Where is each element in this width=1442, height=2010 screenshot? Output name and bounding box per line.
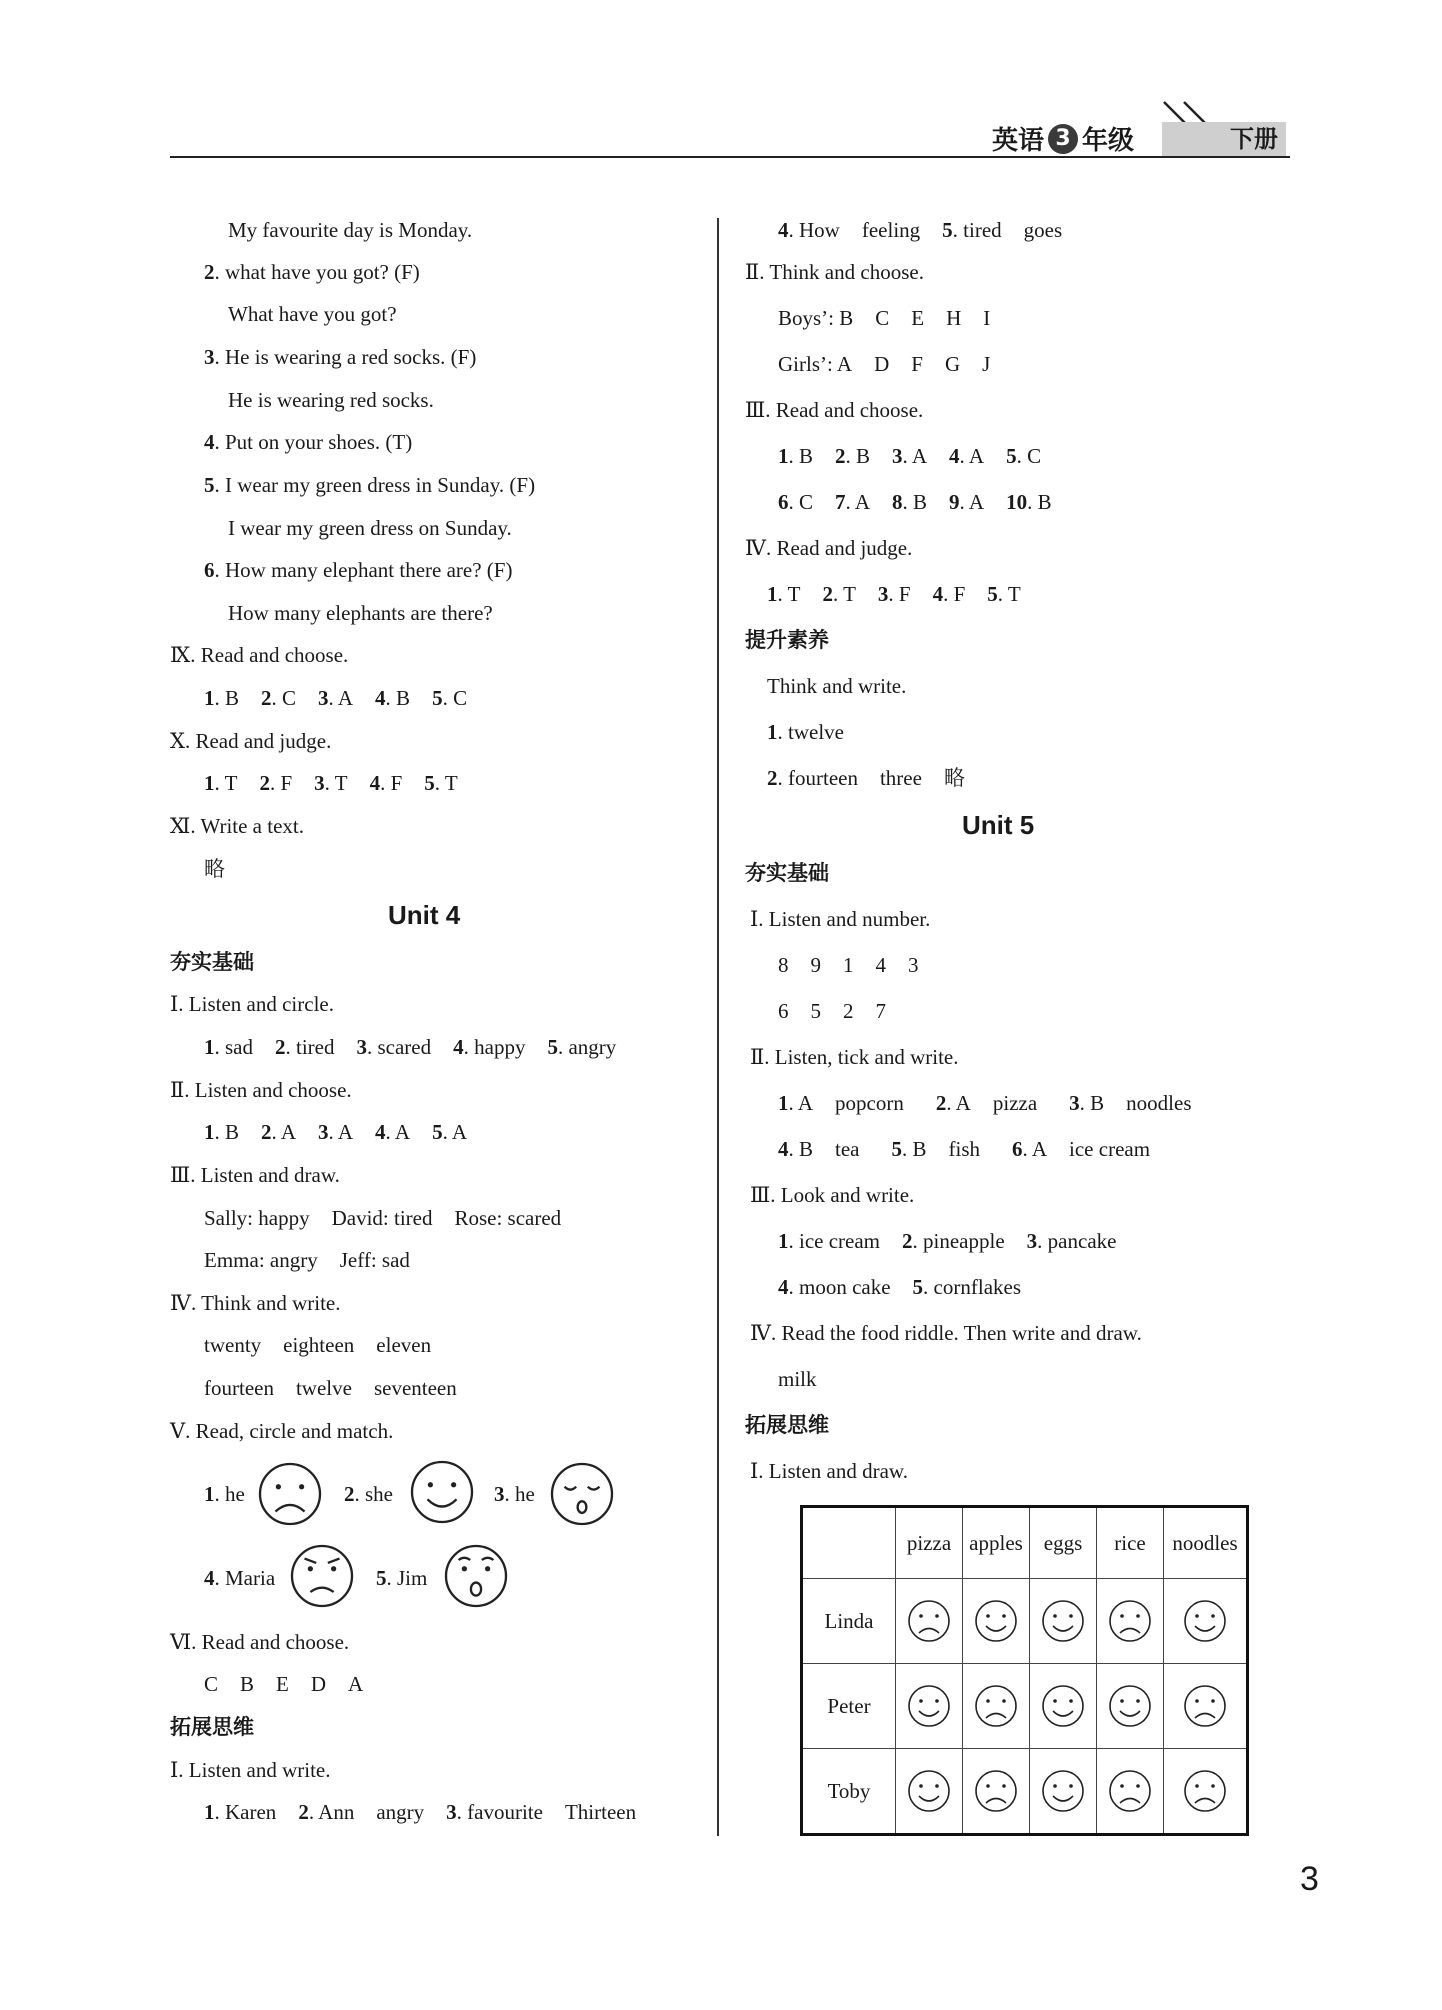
answer-line: How many elephants are there? xyxy=(228,601,493,625)
match-item: 3. he xyxy=(494,1482,535,1506)
happy-face-icon xyxy=(907,1769,951,1813)
answer-line: 1. sad 2. tired 3. scared 4. happy 5. angry xyxy=(204,1035,617,1059)
section-title: Ⅳ. Read and judge. xyxy=(745,536,913,560)
sad-face-icon xyxy=(1108,1769,1152,1813)
happy-face-icon xyxy=(1183,1599,1227,1643)
answer-line: fourteen twelve seventeen xyxy=(204,1376,457,1400)
category-heading: 夯实基础 xyxy=(745,861,829,885)
category-heading: 拓展思维 xyxy=(745,1413,829,1437)
happy-face-icon xyxy=(974,1599,1018,1643)
category-heading: 提升素养 xyxy=(745,628,829,652)
sad-face-icon xyxy=(1183,1769,1227,1813)
answer-line: 6. C 7. A 8. B 9. A 10. B xyxy=(778,490,1052,514)
answer-line: Boys’: B C E H I xyxy=(778,306,991,330)
answer-line: 1. T 2. F 3. T 4. F 5. T xyxy=(204,771,458,795)
answer-line: 2. fourteen three 略 xyxy=(767,766,965,790)
answer-line: 4. moon cake 5. cornflakes xyxy=(778,1275,1022,1299)
table-row xyxy=(802,1579,1248,1664)
answer-line: 8 9 1 4 3 xyxy=(778,953,919,977)
grade-suffix: 年级 xyxy=(1082,126,1135,156)
page-header-title xyxy=(992,120,1134,157)
answer-line: 1. A popcorn 2. A pizza 3. B noodles xyxy=(778,1091,1192,1115)
answer-line: 略 xyxy=(204,857,225,881)
section-title: Ⅰ. Listen and number. xyxy=(750,907,931,931)
volume-label: 下册 xyxy=(1230,125,1278,153)
answer-line: milk xyxy=(778,1367,817,1391)
answer-line: 4. Put on your shoes. (T) xyxy=(204,430,413,454)
grade-badge: 3 xyxy=(1048,124,1078,154)
match-item: 4. Maria xyxy=(204,1566,276,1590)
table-row xyxy=(802,1749,1248,1835)
answer-line: 4. How feeling 5. tired goes xyxy=(778,218,1063,242)
sad-face-icon xyxy=(974,1769,1018,1813)
happy-face-icon xyxy=(410,1460,474,1524)
answer-line: What have you got? xyxy=(228,302,397,326)
section-title: Think and write. xyxy=(767,674,907,698)
section-title: Ⅲ. Look and write. xyxy=(750,1183,915,1207)
answer-line: He is wearing red socks. xyxy=(228,388,434,412)
table-corner-cell xyxy=(802,1507,896,1579)
section-title: Ⅸ. Read and choose. xyxy=(170,643,349,667)
sad-face-icon xyxy=(1108,1599,1152,1643)
happy-face-icon xyxy=(1041,1599,1085,1643)
section-title: Ⅱ. Listen, tick and write. xyxy=(750,1045,959,1069)
answer-line: 6. How many elephant there are? (F) xyxy=(204,558,513,582)
answer-line: 1. B 2. C 3. A 4. B 5. C xyxy=(204,686,468,710)
happy-face-icon xyxy=(1108,1684,1152,1728)
column-header: noodles xyxy=(1164,1507,1248,1579)
section-title: Ⅳ. Think and write. xyxy=(170,1291,341,1315)
section-title: Ⅲ. Read and choose. xyxy=(745,398,924,422)
answer-line: 1. ice cream 2. pineapple 3. pancake xyxy=(778,1229,1117,1253)
section-title: Ⅴ. Read, circle and match. xyxy=(170,1419,394,1443)
header-divider xyxy=(170,156,1290,158)
volume-tab xyxy=(1162,122,1286,156)
section-title: Ⅳ. Read the food riddle. Then write and draw. xyxy=(750,1321,1142,1345)
section-title: Ⅹ. Read and judge. xyxy=(170,729,332,753)
answer-line: Emma: angry Jeff: sad xyxy=(204,1248,410,1272)
subject-label: 英语 xyxy=(992,126,1045,156)
answer-line: 2. what have you got? (F) xyxy=(204,260,420,284)
unit-heading: Unit 4 xyxy=(388,900,461,930)
section-title: Ⅱ. Listen and choose. xyxy=(170,1078,352,1102)
row-name: Peter xyxy=(802,1664,896,1749)
answer-line: 6 5 2 7 xyxy=(778,999,886,1023)
answer-line: Girls’: A D F G J xyxy=(778,352,991,376)
happy-face-icon xyxy=(1041,1769,1085,1813)
answer-line: 3. He is wearing a red socks. (F) xyxy=(204,345,477,369)
angry-face-icon xyxy=(290,1544,354,1608)
row-name: Toby xyxy=(802,1749,896,1835)
food-preference-table xyxy=(800,1505,1249,1836)
table-row xyxy=(802,1664,1248,1749)
column-header: rice xyxy=(1097,1507,1164,1579)
section-title: Ⅲ. Listen and draw. xyxy=(170,1163,340,1187)
column-header: pizza xyxy=(896,1507,963,1579)
answer-line: 1. B 2. A 3. A 4. A 5. A xyxy=(204,1120,468,1144)
column-divider xyxy=(717,218,719,1836)
sad-face-icon xyxy=(1183,1684,1227,1728)
column-header: apples xyxy=(963,1507,1030,1579)
scared-face-icon xyxy=(444,1544,508,1608)
answer-line: 1. twelve xyxy=(767,720,844,744)
answer-line: 5. I wear my green dress in Sunday. (F) xyxy=(204,473,536,497)
match-item: 1. he xyxy=(204,1482,245,1506)
tired-face-icon xyxy=(550,1462,614,1526)
answer-line: 1. T 2. T 3. F 4. F 5. T xyxy=(767,582,1021,606)
happy-face-icon xyxy=(907,1684,951,1728)
section-title: Ⅱ. Think and choose. xyxy=(745,260,924,284)
section-title: Ⅺ. Write a text. xyxy=(170,814,304,838)
unit-heading: Unit 5 xyxy=(962,810,1035,840)
match-item: 5. Jim xyxy=(376,1566,428,1590)
sad-face-icon xyxy=(974,1684,1018,1728)
column-header: eggs xyxy=(1030,1507,1097,1579)
sad-face-icon xyxy=(258,1462,322,1526)
category-heading: 夯实基础 xyxy=(170,950,254,974)
answer-line: Sally: happy David: tired Rose: scared xyxy=(204,1206,562,1230)
row-name: Linda xyxy=(802,1579,896,1664)
match-item: 2. she xyxy=(344,1482,393,1506)
section-title: Ⅵ. Read and choose. xyxy=(170,1630,350,1654)
answer-line: twenty eighteen eleven xyxy=(204,1333,432,1357)
section-title: Ⅰ. Listen and write. xyxy=(170,1758,331,1782)
sad-face-icon xyxy=(907,1599,951,1643)
answer-line: 1. Karen 2. Ann angry 3. favourite Thirteen xyxy=(204,1800,637,1824)
answer-line: I wear my green dress on Sunday. xyxy=(228,516,512,540)
section-title: Ⅰ. Listen and circle. xyxy=(170,992,334,1016)
section-title: Ⅰ. Listen and draw. xyxy=(750,1459,908,1483)
answer-line: 1. B 2. B 3. A 4. A 5. C xyxy=(778,444,1042,468)
answer-line: 4. B tea 5. B fish 6. A ice cream xyxy=(778,1137,1151,1161)
table-header-row xyxy=(802,1507,1248,1579)
happy-face-icon xyxy=(1041,1684,1085,1728)
answer-line: My favourite day is Monday. xyxy=(228,218,473,242)
category-heading: 拓展思维 xyxy=(170,1715,254,1739)
page-number: 3 xyxy=(1300,1860,1319,1898)
answer-line: C B E D A xyxy=(204,1672,364,1696)
